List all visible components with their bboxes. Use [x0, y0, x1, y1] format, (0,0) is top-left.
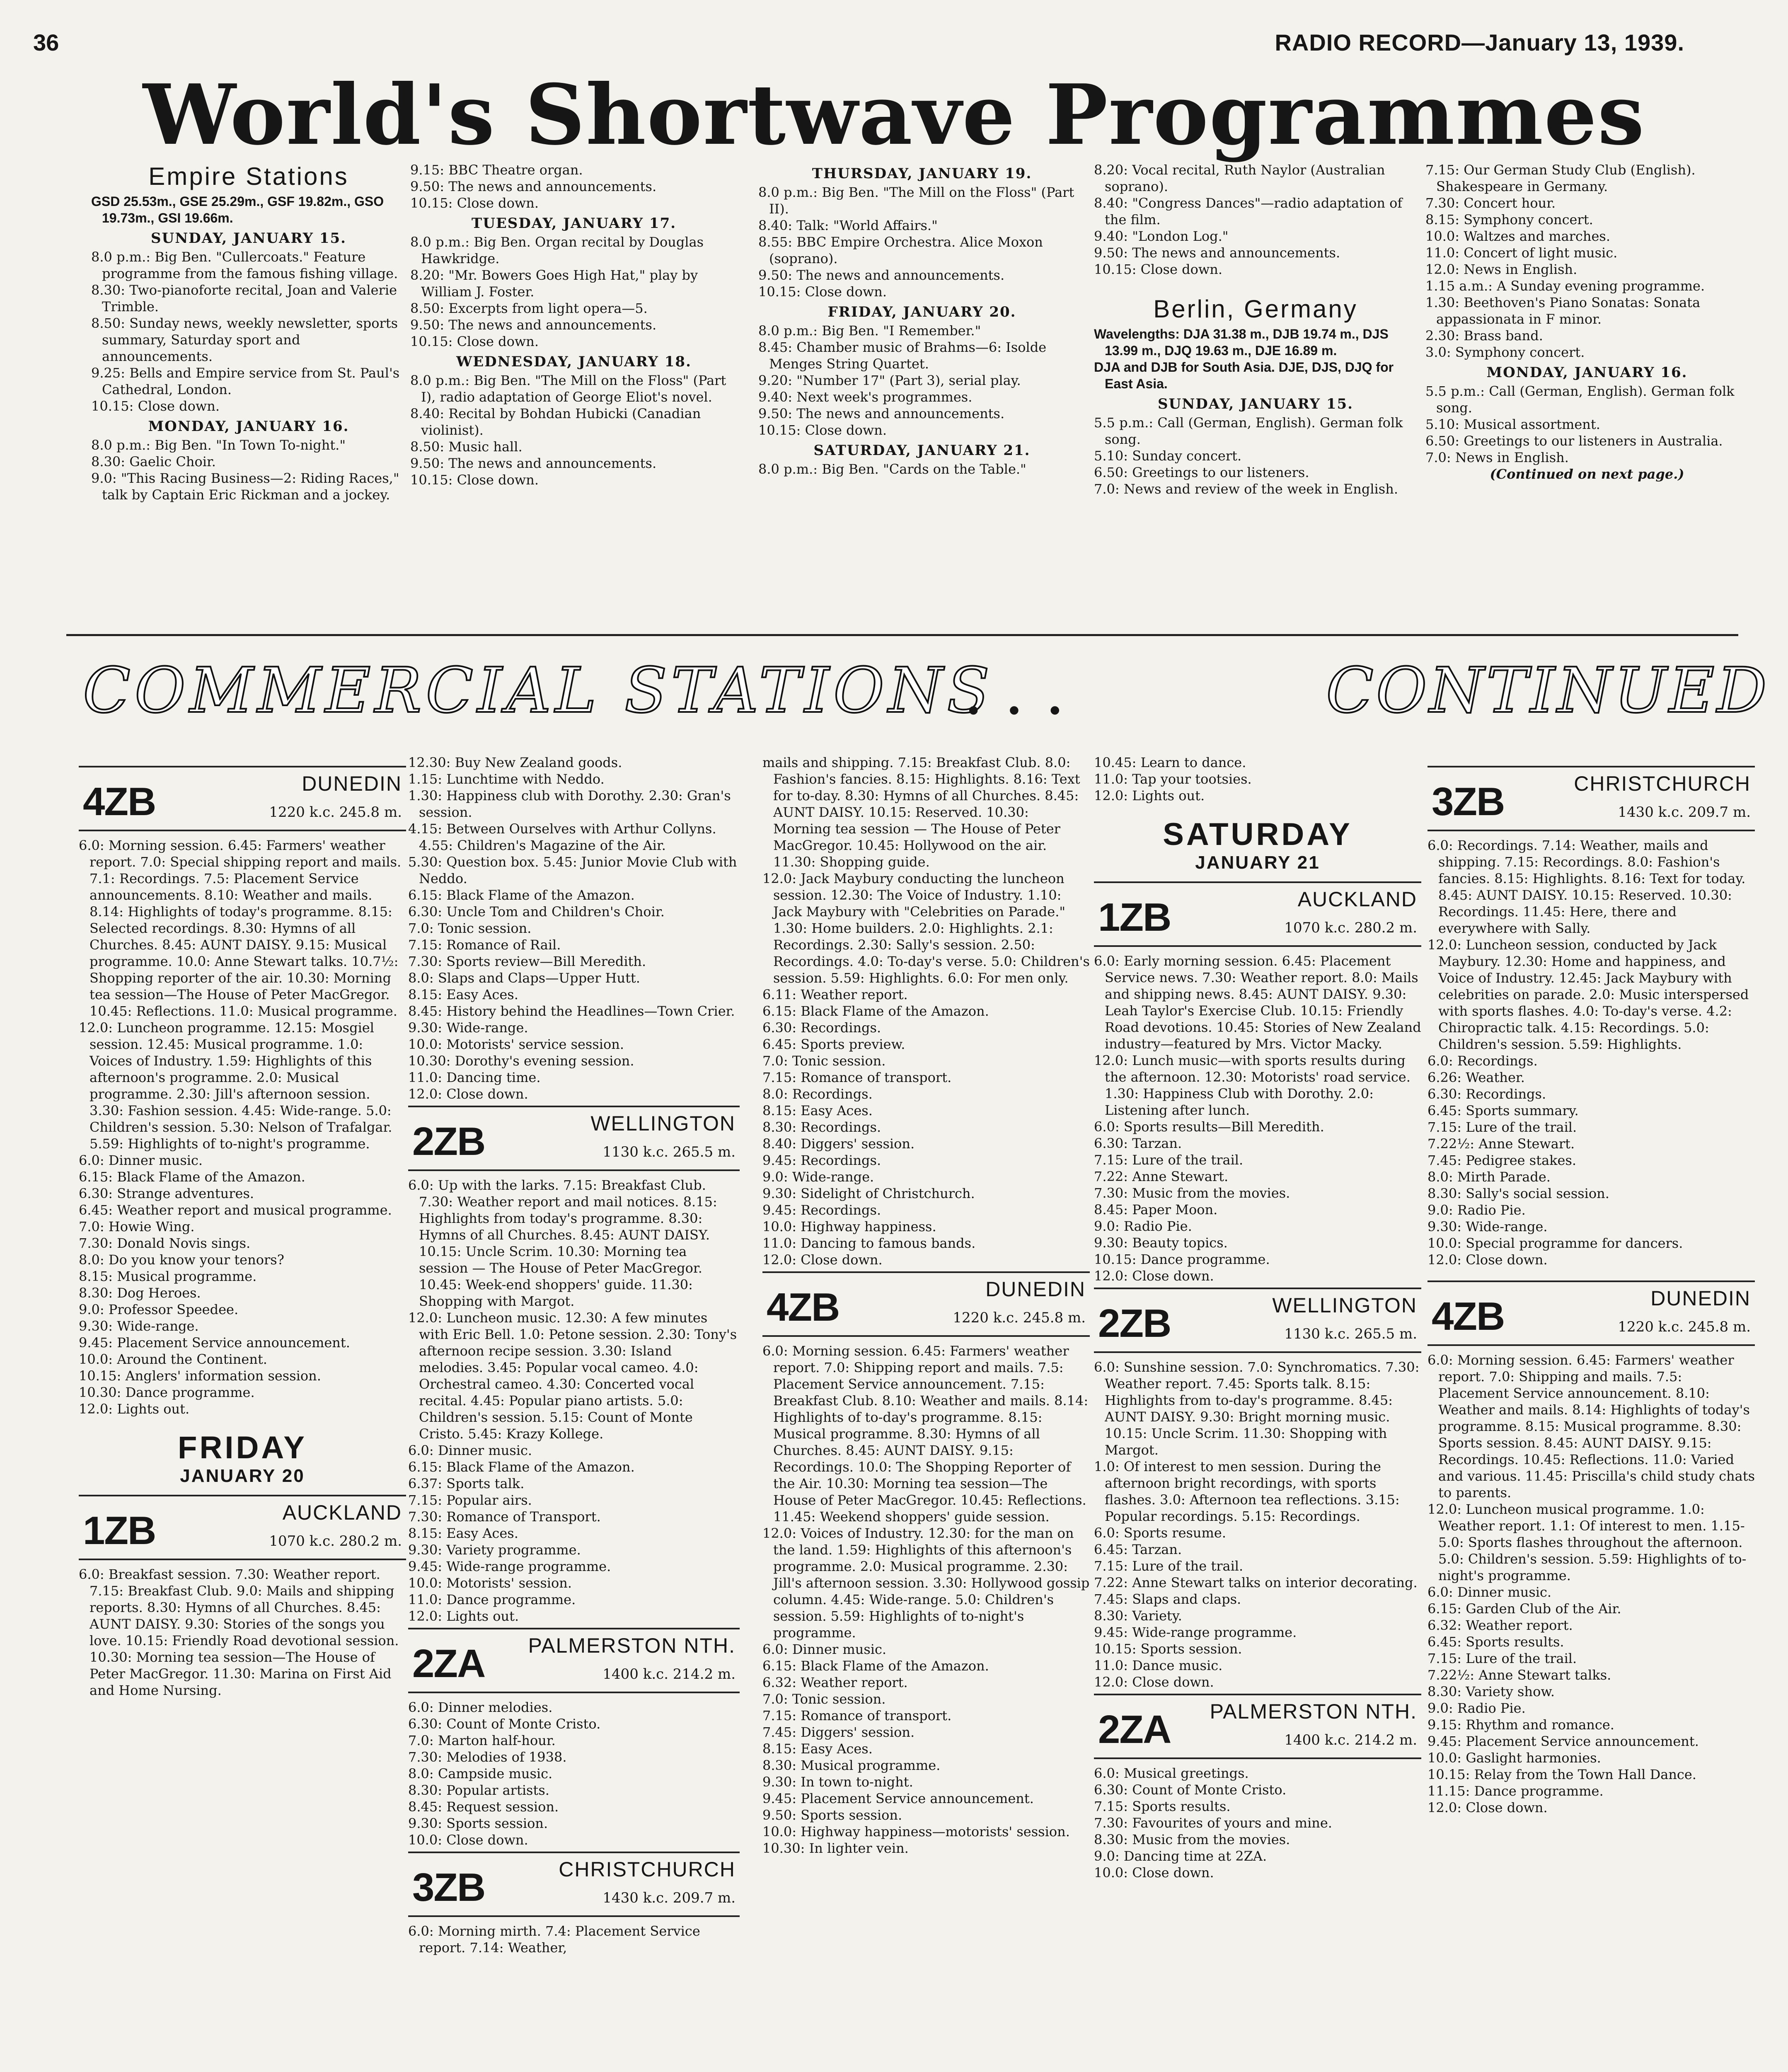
programme-entry: 6.15: Garden Club of the Air.	[1427, 1601, 1621, 1617]
empire-column-2	[410, 162, 738, 488]
programme-entry: 12.0: Luncheon session, conducted by Jack Maybury. 12.30: Home and happiness, and Voice of Industry. 12.45: Jack Maybury with celebrities on parade. 2.0: Music interspersed with sports flashes. 4.0: To-day's verse. 4.2: Chiropractic talk. 4.15: Recordings. 5.0: Children's session. 5.59: Highlights.	[1427, 937, 1749, 1052]
station-city: DUNEDIN	[985, 1278, 1086, 1301]
berlin-column-1	[1094, 162, 1417, 497]
programme-entry: 10.30: Dance programme.	[79, 1385, 255, 1400]
commercial-column-5	[1427, 762, 1755, 1816]
date-heading: JANUARY 20	[180, 1466, 305, 1486]
programme-entry: 11.0: Dancing to famous bands.	[762, 1235, 976, 1251]
programme-entry: 9.25: Bells and Empire service from St. Paul's Cathedral, London.	[91, 365, 400, 397]
programme-entry: 10.0: Highway happiness—motorists' session.	[762, 1824, 1070, 1840]
station-header	[79, 1495, 406, 1560]
programme-entry: 9.50: The news and announcements.	[410, 179, 657, 194]
station-header	[79, 766, 406, 831]
programme-entry: 10.15: Close down.	[410, 334, 539, 349]
programme-entry: 9.50: Sports session.	[762, 1807, 902, 1823]
station-city: CHRISTCHURCH	[559, 1858, 736, 1881]
programme-entry: 7.22½: Anne Stewart talks.	[1427, 1667, 1611, 1683]
programme-entry: 10.0: Motorists' service session.	[408, 1036, 624, 1052]
programme-entry: 6.15: Black Flame of the Amazon.	[762, 1003, 989, 1019]
commercial-column-3	[762, 754, 1090, 1857]
day-subheading: TUESDAY, JANUARY 17.	[471, 215, 677, 232]
programme-entry: 8.0: Campside music.	[408, 1766, 553, 1782]
station-frequency: 1400 k.c. 214.2 m.	[1284, 1732, 1417, 1748]
programme-entry: 9.30: Sidelight of Christchurch.	[762, 1186, 975, 1201]
day-subheading: WEDNESDAY, JANUARY 18.	[456, 353, 692, 370]
programme-entry: 9.30: Wide-range.	[1427, 1219, 1548, 1234]
programme-entry: 7.15: Sports results.	[1094, 1798, 1231, 1814]
programme-entry: 6.0: Recordings. 7.14: Weather, mails and shipping. 7.15: Recordings. 8.0: Fashion's fancies. 8.15: Highlights. 8.16: Text for today. 8.45: AUNT DAISY. 10.15: Reserved. 10.30: Recordings. 11.45: Here, there and everywhere with Sally.	[1427, 838, 1746, 936]
programme-entry: 7.15: Lure of the trail.	[1094, 1152, 1244, 1168]
programme-entry: 6.50: Greetings to our listeners.	[1094, 465, 1309, 480]
berlin-column-2	[1425, 162, 1749, 482]
station-header	[1427, 1280, 1755, 1346]
station-call: 4ZB	[1432, 1294, 1505, 1339]
programme-entry: 8.0 p.m.: Big Ben. "Cullercoats." Feature programme from the famous fishing village.	[91, 249, 398, 281]
station-header	[1427, 766, 1755, 831]
programme-entry: 9.0: Professor Speedee.	[79, 1302, 239, 1317]
programme-entry: 8.15: Easy Aces.	[408, 1525, 518, 1541]
programme-entry: 9.45: Placement Service announcement.	[762, 1791, 1034, 1806]
station-header	[408, 1628, 740, 1693]
programme-entry: 7.30: Favourites of yours and mine.	[1094, 1815, 1332, 1831]
programme-entry: 7.45: Slaps and claps.	[1094, 1591, 1241, 1607]
programme-entry: 6.30: Tarzan.	[1094, 1135, 1182, 1151]
programme-entry: 8.45: Paper Moon.	[1094, 1202, 1218, 1218]
programme-entry: 12.0: Luncheon music. 12.30: A few minutes with Eric Bell. 1.0: Petone session. 2.30: Tony's afternoon recipe session. 3.30: Island melodies. 3.45: Popular vocal cameo. 4.0: Orchestral cameo. 4.30: Concerted vocal recital. 4.45: Popular piano artists. 5.0: Children's session. 5.15: Count of Monte Cristo. 5.45: Krazy Kollege.	[408, 1310, 737, 1442]
programme-entry: 8.40: "Congress Dances"—radio adaptation of the film.	[1094, 195, 1403, 228]
programme-entry: 8.20: "Mr. Bowers Goes High Hat," play by William J. Foster.	[410, 267, 698, 300]
programme-entry: 12.0: Close down.	[1094, 1674, 1214, 1690]
programme-entry: 4.15: Between Ourselves with Arthur Collyns. 4.55: Children's Magazine of the Air.	[408, 821, 716, 853]
station-frequency: 1430 k.c. 209.7 m.	[1618, 804, 1751, 821]
station-frequency: 1130 k.c. 265.5 m.	[1284, 1326, 1417, 1342]
programme-entry: 6.45: Tarzan.	[1094, 1542, 1182, 1557]
programme-entry: 9.30: Variety programme.	[408, 1542, 581, 1558]
programme-entry: 12.0: Close down.	[762, 1252, 883, 1268]
programme-entry: 9.40: "London Log."	[1094, 228, 1229, 244]
station-frequency: 1430 k.c. 209.7 m.	[602, 1890, 736, 1906]
programme-entry: 10.15: Close down.	[758, 422, 887, 438]
programme-entry: 6.15: Black Flame of the Amazon.	[408, 887, 635, 903]
programme-entry: 6.30: Strange adventures.	[79, 1186, 254, 1201]
programme-entry: 8.0 p.m.: Big Ben. "The Mill on the Floss" (Part I), radio adaptation of George Eliot's novel.	[410, 373, 726, 405]
programme-entry: 8.0 p.m.: Big Ben. "The Mill on the Floss" (Part II).	[758, 184, 1074, 217]
programme-entry: 6.0: Morning session. 6.45: Farmers' weather report. 7.0: Shipping report and mails. 7.5: Placement Service announcement. 7.15: Breakfast Club. 8.10: Weather and mails. 8.14: Highlights of to-day's programme. 8.15: Musical programme. 8.30: Hymns of all Churches. 8.45: AUNT DAISY. 9.15: Recordings. 10.0: The Shopping Reporter of the Air. 10.30: Morning tea session—The House of Peter MacGregor. 10.45: Reflections. 11.45: Weekend shoppers' guide session.	[762, 1343, 1089, 1525]
programme-entry: 6.15: Black Flame of the Amazon.	[408, 1459, 635, 1475]
day-subheading: SUNDAY, JANUARY 15.	[150, 230, 346, 247]
station-header	[408, 1106, 740, 1171]
programme-entry: 8.40: Diggers' session.	[762, 1136, 915, 1152]
commercial-column-4	[1094, 754, 1421, 1881]
programme-entry: 10.0: Highway happiness.	[762, 1219, 936, 1234]
programme-entry: 7.15: Romance of transport.	[762, 1708, 952, 1723]
programme-entry: 8.15: Easy Aces.	[408, 987, 518, 1002]
day-subheading: MONDAY, JANUARY 16.	[148, 418, 349, 435]
programme-entry: 12.0: Close down.	[1427, 1252, 1548, 1268]
programme-entry: 7.45: Pedigree stakes.	[1427, 1152, 1577, 1168]
day-heading: SATURDAY	[1163, 817, 1352, 852]
programme-entry: 9.45: Placement Service announcement.	[79, 1335, 350, 1351]
programme-entry: 7.30: Donald Novis sings.	[79, 1235, 251, 1251]
station-frequency: 1070 k.c. 280.2 m.	[1284, 920, 1417, 936]
programme-entry: 10.0: Gaslight harmonies.	[1427, 1750, 1601, 1766]
programme-entry: 6.45: Sports results.	[1427, 1634, 1564, 1650]
programme-entry: 7.15: Our German Study Club (English). Shakespeare in Germany.	[1425, 162, 1696, 194]
programme-entry: 6.15: Black Flame of the Amazon.	[762, 1658, 989, 1674]
station-city: DUNEDIN	[302, 772, 402, 795]
station-frequency: 1220 k.c. 245.8 m.	[953, 1310, 1086, 1326]
programme-entry: 10.15: Dance programme.	[1094, 1251, 1270, 1267]
programme-entry: 12.0: Close down.	[408, 1086, 528, 1102]
programme-entry: 7.15: Romance of transport.	[762, 1070, 952, 1085]
programme-entry: 11.0: Tap your tootsies.	[1094, 771, 1252, 787]
station-frequency: 1130 k.c. 265.5 m.	[602, 1144, 736, 1160]
programme-entry: 6.0: Sunshine session. 7.0: Synchromatics. 7.30: Weather report. 7.45: Sports talk. 8.15: Highlights from to-day's programme. 8.45: AUNT DAISY. 9.30: Bright morning music. 10.15: Uncle Scrim. 11.30: Shopping with Margot.	[1094, 1359, 1420, 1458]
programme-entry: 8.55: BBC Empire Orchestra. Alice Moxon (soprano).	[758, 234, 1043, 266]
empire-column-3	[758, 162, 1086, 477]
programme-entry: 7.45: Diggers' session.	[762, 1724, 915, 1740]
programme-entry: 12.0: Close down.	[1094, 1268, 1214, 1284]
programme-entry: 8.0: Slaps and Claps—Upper Hutt.	[408, 970, 640, 986]
programme-entry: 8.0 p.m.: Big Ben. "I Remember."	[758, 323, 981, 339]
programme-entry: 10.15: Close down.	[758, 284, 887, 300]
programme-entry: 6.0: Recordings.	[1427, 1053, 1538, 1069]
station-call: 2ZB	[412, 1119, 485, 1164]
programme-entry: 6.30: Recordings.	[762, 1020, 881, 1036]
programme-entry: 11.0: Dance programme.	[408, 1592, 576, 1607]
programme-entry: 9.30: In town to-night.	[762, 1774, 913, 1790]
empire-wavelengths: GSD 25.53m., GSE 25.29m., GSF 19.82m., GSO 19.73m., GSI 19.66m.	[91, 194, 384, 225]
station-call: 1ZB	[83, 1508, 156, 1553]
programme-entry: 12.0: Jack Maybury conducting the luncheon session. 12.30: The Voice of Industry. 1.10: Jack Maybury with "Celebrities on Parade." 1.30: Home builders. 2.0: Highlights. 2.1: Recordings. 2.30: Sally's session. 2.50: Recordings. 4.0: To-day's verse. 5.0: Children's session. 5.59: Highlights. 6.0: For men only.	[762, 871, 1090, 986]
programme-entry: 9.15: BBC Theatre organ.	[410, 162, 583, 178]
commercial-continued: CONTINUED	[1326, 655, 1769, 727]
programme-entry: 8.0: Mirth Parade.	[1427, 1169, 1551, 1185]
programme-entry: 12.0: News in English.	[1425, 261, 1578, 277]
station-header	[1094, 881, 1421, 947]
programme-entry: 7.22: Anne Stewart talks on interior decorating.	[1094, 1575, 1418, 1590]
station-call: 2ZA	[1098, 1707, 1171, 1752]
programme-entry: 6.32: Weather report.	[762, 1675, 908, 1690]
programme-entry: 6.45: Sports summary.	[1427, 1103, 1579, 1118]
programme-entry: 6.0: Early morning session. 6.45: Placement Service news. 7.30: Weather report. 8.0: Mails and shipping news. 8.45: AUNT DAISY. 9.30: Leah Taylor's Exercise Club. 10.15: Friendly Road devotions. 10.45: Stories of New Zealand industry—featured by Mrs. Victor Macky.	[1094, 953, 1421, 1052]
day-heading: FRIDAY	[178, 1430, 307, 1465]
station-city: PALMERSTON NTH.	[1210, 1700, 1417, 1723]
programme-entry: 8.0 p.m.: Big Ben. "In Town To-night."	[91, 437, 346, 453]
programme-entry: 9.50: The news and announcements.	[758, 406, 1005, 421]
programme-entry: 6.0: Sports resume.	[1094, 1525, 1226, 1541]
programme-entry: 9.0: Dancing time at 2ZA.	[1094, 1848, 1267, 1864]
programme-entry: 2.30: Brass band.	[1425, 328, 1543, 344]
station-call: 3ZB	[412, 1865, 485, 1910]
programme-entry: 8.30: Gaelic Choir.	[91, 454, 216, 470]
programme-entry: 8.30: Popular artists.	[408, 1782, 549, 1798]
programme-entry: 6.26: Weather.	[1427, 1070, 1525, 1085]
programme-entry: 6.32: Weather report.	[1427, 1617, 1573, 1633]
programme-entry: 7.15: Lure of the trail.	[1427, 1119, 1577, 1135]
date-heading: JANUARY 21	[1195, 852, 1320, 873]
programme-entry: 9.50: The news and announcements.	[1094, 245, 1340, 261]
programme-entry: 9.45: Placement Service announcement.	[1427, 1733, 1699, 1749]
berlin-asia: DJA and DJB for South Asia. DJE, DJS, DJQ for East Asia.	[1094, 360, 1394, 391]
programme-entry: 8.0 p.m.: Big Ben. Organ recital by Douglas Hawkridge.	[410, 234, 704, 266]
programme-entry: 10.45: Learn to dance.	[1094, 755, 1246, 770]
programme-entry: 6.0: Dinner music.	[1427, 1584, 1552, 1600]
station-city: AUCKLAND	[1297, 888, 1417, 911]
programme-entry: 9.0: Radio Pie.	[1427, 1202, 1526, 1218]
commercial-column-1	[79, 762, 406, 1699]
station-call: 2ZB	[1098, 1301, 1171, 1346]
programme-entry: 1.15: Lunchtime with Neddo.	[408, 771, 605, 787]
programme-entry: 6.0: Dinner melodies.	[408, 1699, 553, 1715]
programme-entry: 6.30: Count of Monte Cristo.	[1094, 1782, 1287, 1798]
programme-entry: 10.30: Dorothy's evening session.	[408, 1053, 634, 1069]
station-call: 4ZB	[767, 1285, 840, 1329]
programme-entry: 6.30: Count of Monte Cristo.	[408, 1716, 601, 1732]
programme-entry: 6.0: Sports results—Bill Meredith.	[1094, 1119, 1324, 1135]
programme-entry: 9.0: Radio Pie.	[1094, 1218, 1192, 1234]
programme-entry: 9.40: Next week's programmes.	[758, 389, 973, 405]
programme-entry: 6.45: Weather report and musical programme.	[79, 1202, 392, 1218]
programme-entry: 12.0: Luncheon musical programme. 1.0: Weather report. 1.1: Of interest to men. 1.15-5.0: Sports flashes throughout the afternoon. 5.0: Children's session. 5.59: Highlights of to-night's programme.	[1427, 1501, 1747, 1583]
programme-entry: 12.0: Close down.	[1427, 1800, 1548, 1815]
programme-entry: 10.0: Close down.	[1094, 1865, 1214, 1881]
station-header	[1094, 1694, 1421, 1759]
programme-entry: 12.0: Lunch music—with sports results during the afternoon. 12.30: Motorists' road service. 1.30: Happiness Club with Dorothy. 2.0: Listening after lunch.	[1094, 1053, 1411, 1118]
programme-entry: 9.45: Wide-range programme.	[1094, 1624, 1297, 1640]
programme-entry: 9.30: Wide-range.	[408, 1020, 528, 1036]
programme-entry: 1.30: Happiness club with Dorothy. 2.30: Gran's session.	[408, 788, 731, 820]
station-city: DUNEDIN	[1650, 1287, 1751, 1310]
continued-note: (Continued on next page.)	[1490, 466, 1684, 482]
masthead: RADIO RECORD—January 13, 1939.	[1275, 29, 1684, 56]
programme-entry: 10.15: Close down.	[410, 472, 539, 488]
programme-entry: 5.30: Question box. 5.45: Junior Movie Club with Neddo.	[408, 854, 737, 886]
empire-column-1	[91, 162, 406, 503]
programme-entry: 10.0: Around the Continent.	[79, 1351, 267, 1367]
station-frequency: 1220 k.c. 245.8 m.	[1618, 1319, 1751, 1335]
programme-entry: 6.11: Weather report.	[762, 987, 908, 1002]
programme-entry: 9.30: Beauty topics.	[1094, 1235, 1228, 1251]
station-call: 3ZB	[1432, 779, 1505, 824]
station-city: PALMERSTON NTH.	[528, 1634, 736, 1657]
programme-entry: 6.0: Morning session. 6.45: Farmers' weather report. 7.0: Shipping and mails. 7.5: Placement Service announcement. 8.10: Weather and mails. 8.14: Highlights of today's programme. 8.15: Musical programme. 8.30: Sports session. 8.45: AUNT DAISY. 9.15: Recordings. 10.45: Reflections. 11.0: Varied and various. 11.45: Priscilla's child study chats to parents.	[1427, 1352, 1755, 1501]
programme-entry: 8.30: Music from the movies.	[1094, 1832, 1290, 1847]
programme-entry: 7.0: Howie Wing.	[79, 1219, 195, 1234]
station-header	[762, 1271, 1090, 1337]
station-frequency: 1220 k.c. 245.8 m.	[269, 804, 402, 821]
programme-entry: 11.0: Dancing time.	[408, 1070, 541, 1085]
programme-entry: 1.30: Beethoven's Piano Sonatas: Sonata appassionata in F minor.	[1425, 295, 1701, 327]
programme-entry: 11.15: Dance programme.	[1427, 1783, 1604, 1799]
commercial-column-2	[408, 754, 740, 1956]
programme-entry: 10.15: Sports session.	[1094, 1641, 1242, 1657]
programme-entry: 7.30: Concert hour.	[1425, 195, 1556, 211]
programme-entry: 7.0: News in English.	[1425, 450, 1569, 465]
programme-entry: 6.0: Musical greetings.	[1094, 1765, 1249, 1781]
programme-entry: 12.30: Buy New Zealand goods.	[408, 755, 622, 770]
programme-entry: 10.15: Relay from the Town Hall Dance.	[1427, 1767, 1696, 1782]
programme-entry: 6.0: Up with the larks. 7.15: Breakfast Club. 7.30: Weather report and mail notices. 8.15: Highlights from today's programme. 8.30: Hymns of all Churches. 8.45: AUNT DAISY. 10.15: Uncle Scrim. 10.30: Morning tea session — The House of Peter MacGregor. 10.45: Week-end shoppers' guide. 11.30: Shopping with Margot.	[408, 1177, 717, 1309]
programme-entry: 10.15: Close down.	[1094, 261, 1222, 277]
programme-entry: 6.15: Black Flame of the Amazon.	[79, 1169, 305, 1185]
programme-entry: 9.0: Radio Pie.	[1427, 1700, 1526, 1716]
programme-entry: 9.50: The news and announcements.	[410, 455, 657, 471]
programme-entry: 6.0: Dinner music.	[762, 1641, 887, 1657]
station-city: WELLINGTON	[590, 1112, 736, 1135]
section-divider	[66, 634, 1738, 636]
page-title: World's Shortwave Programmes	[143, 66, 1645, 164]
programme-entry: 8.15: Easy Aces.	[762, 1103, 873, 1118]
programme-entry: 8.50: Excerpts from light opera—5.	[410, 300, 648, 316]
programme-entry: 8.45: History behind the Headlines—Town Crier.	[408, 1003, 735, 1019]
programme-entry: 6.0: Breakfast session. 7.30: Weather report. 7.15: Breakfast Club. 9.0: Mails and shipping reports. 8.30: Hymns of all Churches. 8.45: AUNT DAISY. 9.30: Stories of the songs you love. 10.15: Friendly Road devotional session. 10.30: Morning tea session—The House of Peter MacGregor. 11.30: Marina on First Aid and Home Nursing.	[79, 1566, 399, 1698]
day-subheading: SUNDAY, JANUARY 15.	[1157, 396, 1353, 412]
programme-entry: 8.30: Musical programme.	[762, 1757, 941, 1773]
programme-entry: 7.22½: Anne Stewart.	[1427, 1136, 1575, 1152]
station-city: CHRISTCHURCH	[1574, 772, 1751, 795]
programme-entry: 5.10: Sunday concert.	[1094, 448, 1242, 464]
programme-entry: 6.50: Greetings to our listeners in Australia.	[1425, 433, 1723, 449]
programme-entry: 11.0: Concert of light music.	[1425, 245, 1618, 261]
programme-entry: 10.15: Anglers' information session.	[79, 1368, 321, 1384]
station-header	[1094, 1288, 1421, 1353]
programme-entry: 8.15: Musical programme.	[79, 1268, 257, 1284]
commercial-title: COMMERCIAL STATIONS	[83, 655, 994, 727]
programme-entry: 7.15: Lure of the trail.	[1094, 1558, 1244, 1574]
programme-entry: 6.45: Sports preview.	[762, 1036, 905, 1052]
programme-entry: 6.0: Dinner music.	[79, 1152, 203, 1168]
programme-entry: 7.0: News and review of the week in English.	[1094, 481, 1398, 497]
programme-entry: 12.0: Voices of Industry. 12.30: for the man on the land. 1.59: Highlights of this afternoon's programme. 2.0: Musical programme. 2.30: Jill's afternoon session. 3.30: Hollywood gossip column. 4.45: Wide-range. 5.0: Children's session. 5.59: Highlights of to-night's programme.	[762, 1525, 1090, 1641]
programme-entry: 7.15: Lure of the trail.	[1427, 1651, 1577, 1666]
station-call: 2ZA	[412, 1641, 485, 1686]
programme-entry: 8.30: Recordings.	[762, 1119, 881, 1135]
station-frequency: 1070 k.c. 280.2 m.	[269, 1533, 402, 1549]
programme-entry: 8.30: Variety.	[1094, 1608, 1182, 1624]
programme-entry: 5.5 p.m.: Call (German, English). German folk song.	[1425, 383, 1735, 416]
programme-entry: 9.30: Sports session.	[408, 1815, 548, 1831]
programme-entry: 6.30: Uncle Tom and Children's Choir.	[408, 904, 665, 920]
programme-entry: 7.30: Music from the movies.	[1094, 1185, 1290, 1201]
commercial-dots: ...	[965, 671, 1088, 725]
programme-entry: 10.15: Close down.	[91, 398, 220, 414]
programme-entry: 9.45: Recordings.	[762, 1202, 881, 1218]
station-call: 4ZB	[83, 779, 156, 824]
programme-entry: 9.15: Rhythm and romance.	[1427, 1717, 1614, 1733]
programme-entry: 10.30: In lighter vein.	[762, 1840, 909, 1856]
day-subheading: FRIDAY, JANUARY 20.	[827, 304, 1016, 320]
programme-entry: 1.0: Of interest to men session. During the afternoon bright recordings, with sports flashes. 3.0: Afternoon tea reflections. 3.15: Popular recordings. 5.15: Recordings.	[1094, 1459, 1400, 1524]
programme-entry: 6.30: Recordings.	[1427, 1086, 1546, 1102]
programme-entry: 8.15: Easy Aces.	[762, 1741, 873, 1757]
programme-entry: 1.15 a.m.: A Sunday evening programme.	[1425, 278, 1705, 294]
programme-entry: 12.0: Lights out.	[1094, 788, 1205, 804]
programme-entry: 6.37: Sports talk.	[408, 1476, 525, 1491]
page-number: 36	[33, 29, 59, 56]
berlin-wavelengths: Wavelengths: DJA 31.38 m., DJB 19.74 m., DJS 13.99 m., DJQ 19.63 m., DJE 16.89 m.	[1094, 327, 1389, 358]
empire-title: Empire Stations	[148, 162, 349, 190]
programme-entry: 10.0: Waltzes and marches.	[1425, 228, 1610, 244]
programme-entry: 9.50: The news and announcements.	[758, 267, 1005, 283]
programme-entry: 8.50: Sunday news, weekly newsletter, sports summary, Saturday sport and announcements.	[91, 315, 398, 364]
programme-entry: 9.30: Wide-range.	[79, 1318, 199, 1334]
programme-entry: 7.15: Romance of Rail.	[408, 937, 561, 953]
day-subheading: THURSDAY, JANUARY 19.	[812, 165, 1032, 182]
programme-entry: 12.0: Lights out.	[408, 1608, 519, 1624]
programme-entry: 9.20: "Number 17" (Part 3), serial play.	[758, 373, 1021, 388]
programme-entry: 8.0: Do you know your tenors?	[79, 1252, 284, 1268]
programme-entry: 8.50: Music hall.	[410, 439, 523, 455]
programme-entry: 12.0: Lights out.	[79, 1401, 190, 1417]
programme-entry: 6.0: Dinner music.	[408, 1443, 532, 1458]
programme-entry: 6.0: Morning mirth. 7.4: Placement Service report. 7.14: Weather,	[408, 1923, 700, 1956]
station-city: WELLINGTON	[1272, 1294, 1417, 1317]
programme-entry: 10.0: Motorists' session.	[408, 1575, 572, 1591]
programme-entry: 8.30: Variety show.	[1427, 1684, 1555, 1699]
programme-entry: 7.0: Tonic session.	[408, 920, 532, 936]
programme-entry: 8.45: Chamber music of Brahms—6: Isolde Menges String Quartet.	[758, 339, 1047, 372]
programme-entry: 5.5 p.m.: Call (German, English). German folk song.	[1094, 415, 1403, 447]
programme-entry: 7.0: Marton half-hour.	[408, 1733, 556, 1748]
programme-entry: 9.0: Wide-range.	[762, 1169, 874, 1185]
programme-entry: 7.30: Melodies of 1938.	[408, 1749, 567, 1765]
programme-entry: 8.30: Sally's social session.	[1427, 1186, 1609, 1201]
programme-entry: 5.10: Musical assortment.	[1425, 416, 1600, 432]
programme-entry: 7.30: Romance of Transport.	[408, 1509, 601, 1525]
programme-entry: 6.0: Morning session. 6.45: Farmers' weather report. 7.0: Special shipping report and mails. 7.1: Recordings. 7.5: Placement Service announcements. 8.10: Weather and mails. 8.14: Highlights of today's programme. 8.15: Selected recordings. 8.30: Hymns of all Churches. 8.45: AUNT DAISY. 9.15: Musical programme. 10.0: Anne Stewart talks. 10.7½: Shopping reporter of the air. 10.30: Morning tea session—The House of Peter MacGregor. 10.45: Reflections. 11.0: Musical programme.	[79, 838, 402, 1019]
station-header	[408, 1852, 740, 1917]
programme-entry: 9.50: The news and announcements.	[410, 317, 657, 333]
day-subheading: SATURDAY, JANUARY 21.	[813, 442, 1031, 459]
programme-entry: 8.20: Vocal recital, Ruth Naylor (Australian soprano).	[1094, 162, 1385, 194]
berlin-title: Berlin, Germany	[1153, 295, 1358, 323]
programme-entry: 7.0: Tonic session.	[762, 1691, 886, 1707]
programme-entry: 8.0 p.m.: Big Ben. "Cards on the Table."	[758, 461, 1026, 477]
programme-entry: 8.40: Recital by Bohdan Hubicki (Canadian violinist).	[410, 406, 701, 438]
programme-entry: 7.22: Anne Stewart.	[1094, 1169, 1229, 1184]
programme-entry: 8.15: Symphony concert.	[1425, 212, 1593, 228]
programme-entry: 7.15: Popular airs.	[408, 1492, 532, 1508]
programme-entry: 8.30: Dog Heroes.	[79, 1285, 201, 1301]
programme-entry: 9.45: Wide-range programme.	[408, 1559, 611, 1574]
programme-entry: 8.45: Request session.	[408, 1799, 559, 1815]
programme-entry: 10.0: Close down.	[408, 1832, 528, 1848]
programme-entry: 8.30: Two-pianoforte recital, Joan and Valerie Trimble.	[91, 282, 397, 315]
day-subheading: MONDAY, JANUARY 16.	[1486, 364, 1688, 381]
programme-entry: 10.0: Special programme for dancers.	[1427, 1235, 1683, 1251]
station-city: AUCKLAND	[282, 1501, 402, 1524]
programme-entry: mails and shipping. 7.15: Breakfast Club. 8.0: Fashion's fancies. 8.15: Highlights. 8.16: Text for to-day. 8.30: Hymns of all Churches. 8.45: AUNT DAISY. 10.15: Reserved. 10.30: Morning tea session — The House of Peter MacGregor. 10.45: Hollywood on the air. 11.30: Shopping guide.	[762, 755, 1080, 870]
programme-entry: 10.15: Close down.	[410, 195, 539, 211]
programme-entry: 9.0: "This Racing Business—2: Riding Races," talk by Captain Eric Rickman and a jockey.	[91, 470, 399, 503]
station-frequency: 1400 k.c. 214.2 m.	[602, 1666, 736, 1682]
station-call: 1ZB	[1098, 895, 1171, 939]
programme-entry: 12.0: Luncheon programme. 12.15: Mosgiel session. 12.45: Musical programme. 1.0: Voices of Industry. 1.59: Highlights of this afternoon's programme. 2.0: Musical programme. 2.30: Jill's afternoon session. 3.30: Fashion session. 4.45: Wide-range. 5.0: Children's session. 5.30: Nelson of Trafalgar. 5.59: Highlights of to-night's programme.	[79, 1020, 392, 1152]
programme-entry: 3.0: Symphony concert.	[1425, 344, 1585, 360]
programme-entry: 11.0: Dance music.	[1094, 1658, 1223, 1673]
programme-entry: 7.30: Sports review—Bill Meredith.	[408, 954, 646, 969]
programme-entry: 8.40: Talk: "World Affairs."	[758, 218, 938, 233]
programme-entry: 7.0: Tonic session.	[762, 1053, 886, 1069]
programme-entry: 9.45: Recordings.	[762, 1152, 881, 1168]
programme-entry: 8.0: Recordings.	[762, 1086, 873, 1102]
